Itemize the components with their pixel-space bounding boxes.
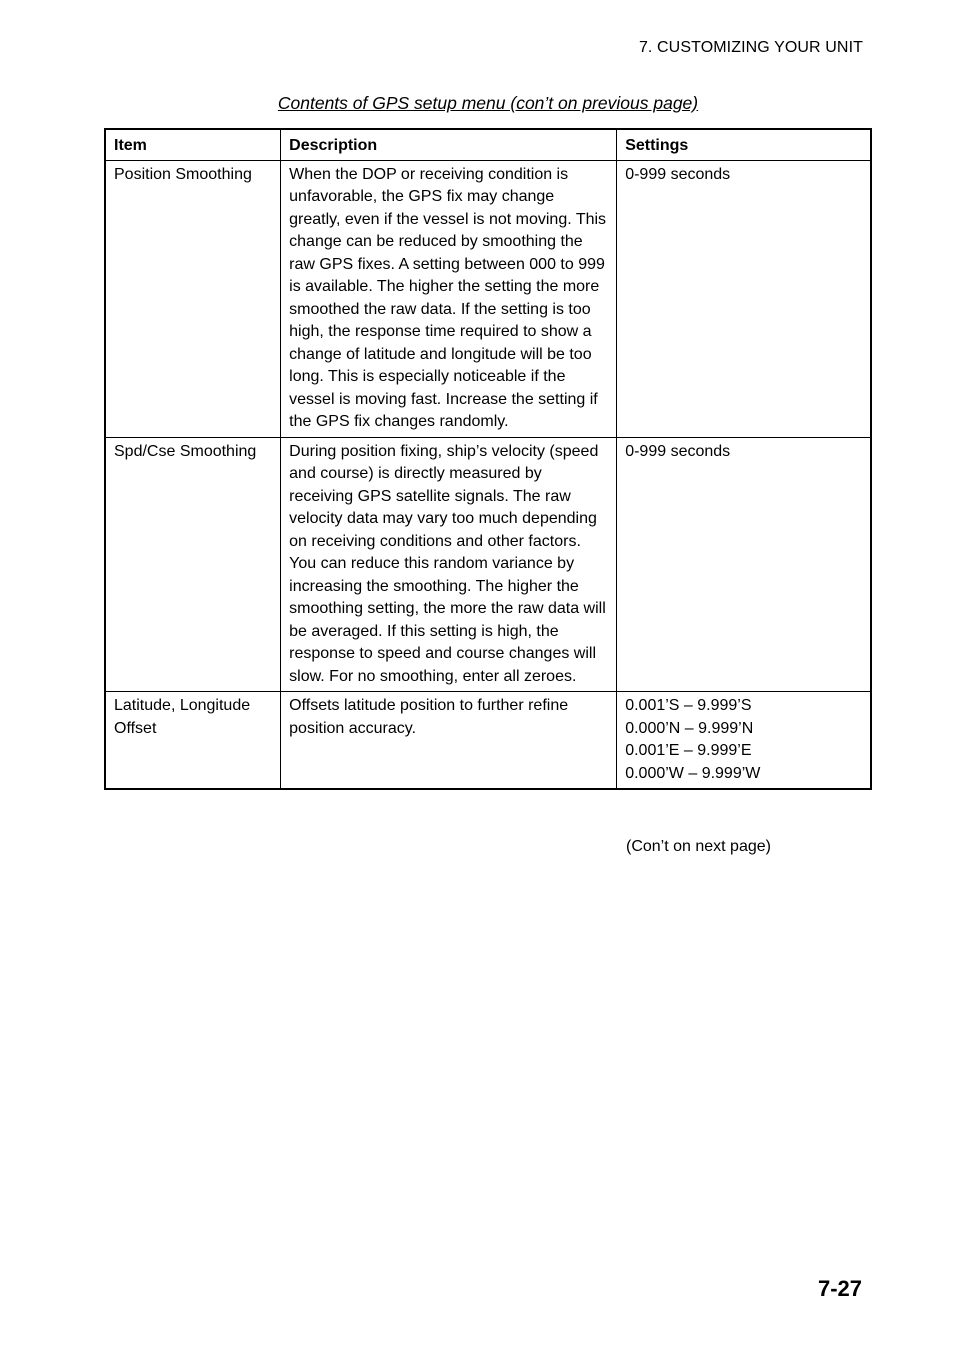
- settings-cell: [617, 160, 871, 437]
- setting-value: 0.001’E – 9.999’E: [625, 742, 752, 759]
- setting-value: 0-999 seconds: [625, 165, 731, 183]
- page-number: 7-27: [817, 1276, 862, 1301]
- setting-value: 0.000’W – 9.999’W: [625, 764, 761, 782]
- column-header-description: Description: [281, 129, 617, 160]
- table-row: [105, 437, 871, 692]
- settings-cell: [617, 692, 871, 790]
- setting-value: 0-999 seconds: [625, 442, 731, 460]
- item-cell: Spd/Cse Smoothing: [105, 437, 281, 692]
- description-cell: Offsets latitude position to further refine position accuracy.: [281, 692, 617, 790]
- table-caption: Contents of GPS setup menu (con’t on previous page): [277, 93, 699, 113]
- description-cell: During position fixing, ship’s velocity (speed and course) is directly measured by receiving GPS satellite signals. The raw velocity data may vary too much depending on receiving conditions and other factors. You can reduce this random variance by increasing the smoothing. The higher the smoothing setting, the more the raw data will be averaged. If this setting is high, the response to speed and course changes will slow. For no smoothing, enter all zeroes.: [281, 437, 617, 692]
- setting-value: 0.001’S – 9.999’S: [625, 697, 752, 714]
- item-cell: Latitude, Longitude Offset: [105, 692, 281, 790]
- description-cell: When the DOP or receiving condition is unfavorable, the GPS fix may change greatly, even if the vessel is not moving. This change can be reduced by smoothing the raw GPS fixes. A setting between 000 to 999 is available. The higher the setting the more smoothed the raw data. If the setting is too high, the response time required to show a change of latitude and longitude will be too long. This is especially noticeable if the vessel is moving fast. Increase the setting if the GPS fix changes randomly.: [281, 160, 617, 437]
- chapter-header: 7. CUSTOMIZING YOUR UNIT: [638, 39, 863, 56]
- table-row: [105, 160, 871, 437]
- column-header-item: Item: [105, 129, 281, 160]
- column-header-settings: Settings: [617, 129, 871, 160]
- table-row: [105, 692, 871, 790]
- item-cell: Position Smoothing: [105, 160, 281, 437]
- gps-setup-table: [104, 128, 872, 790]
- settings-cell: [617, 437, 871, 692]
- table-header-row: [105, 129, 871, 160]
- continued-note: (Con’t on next page): [626, 838, 771, 855]
- setting-value: 0.000’N – 9.999’N: [625, 719, 754, 737]
